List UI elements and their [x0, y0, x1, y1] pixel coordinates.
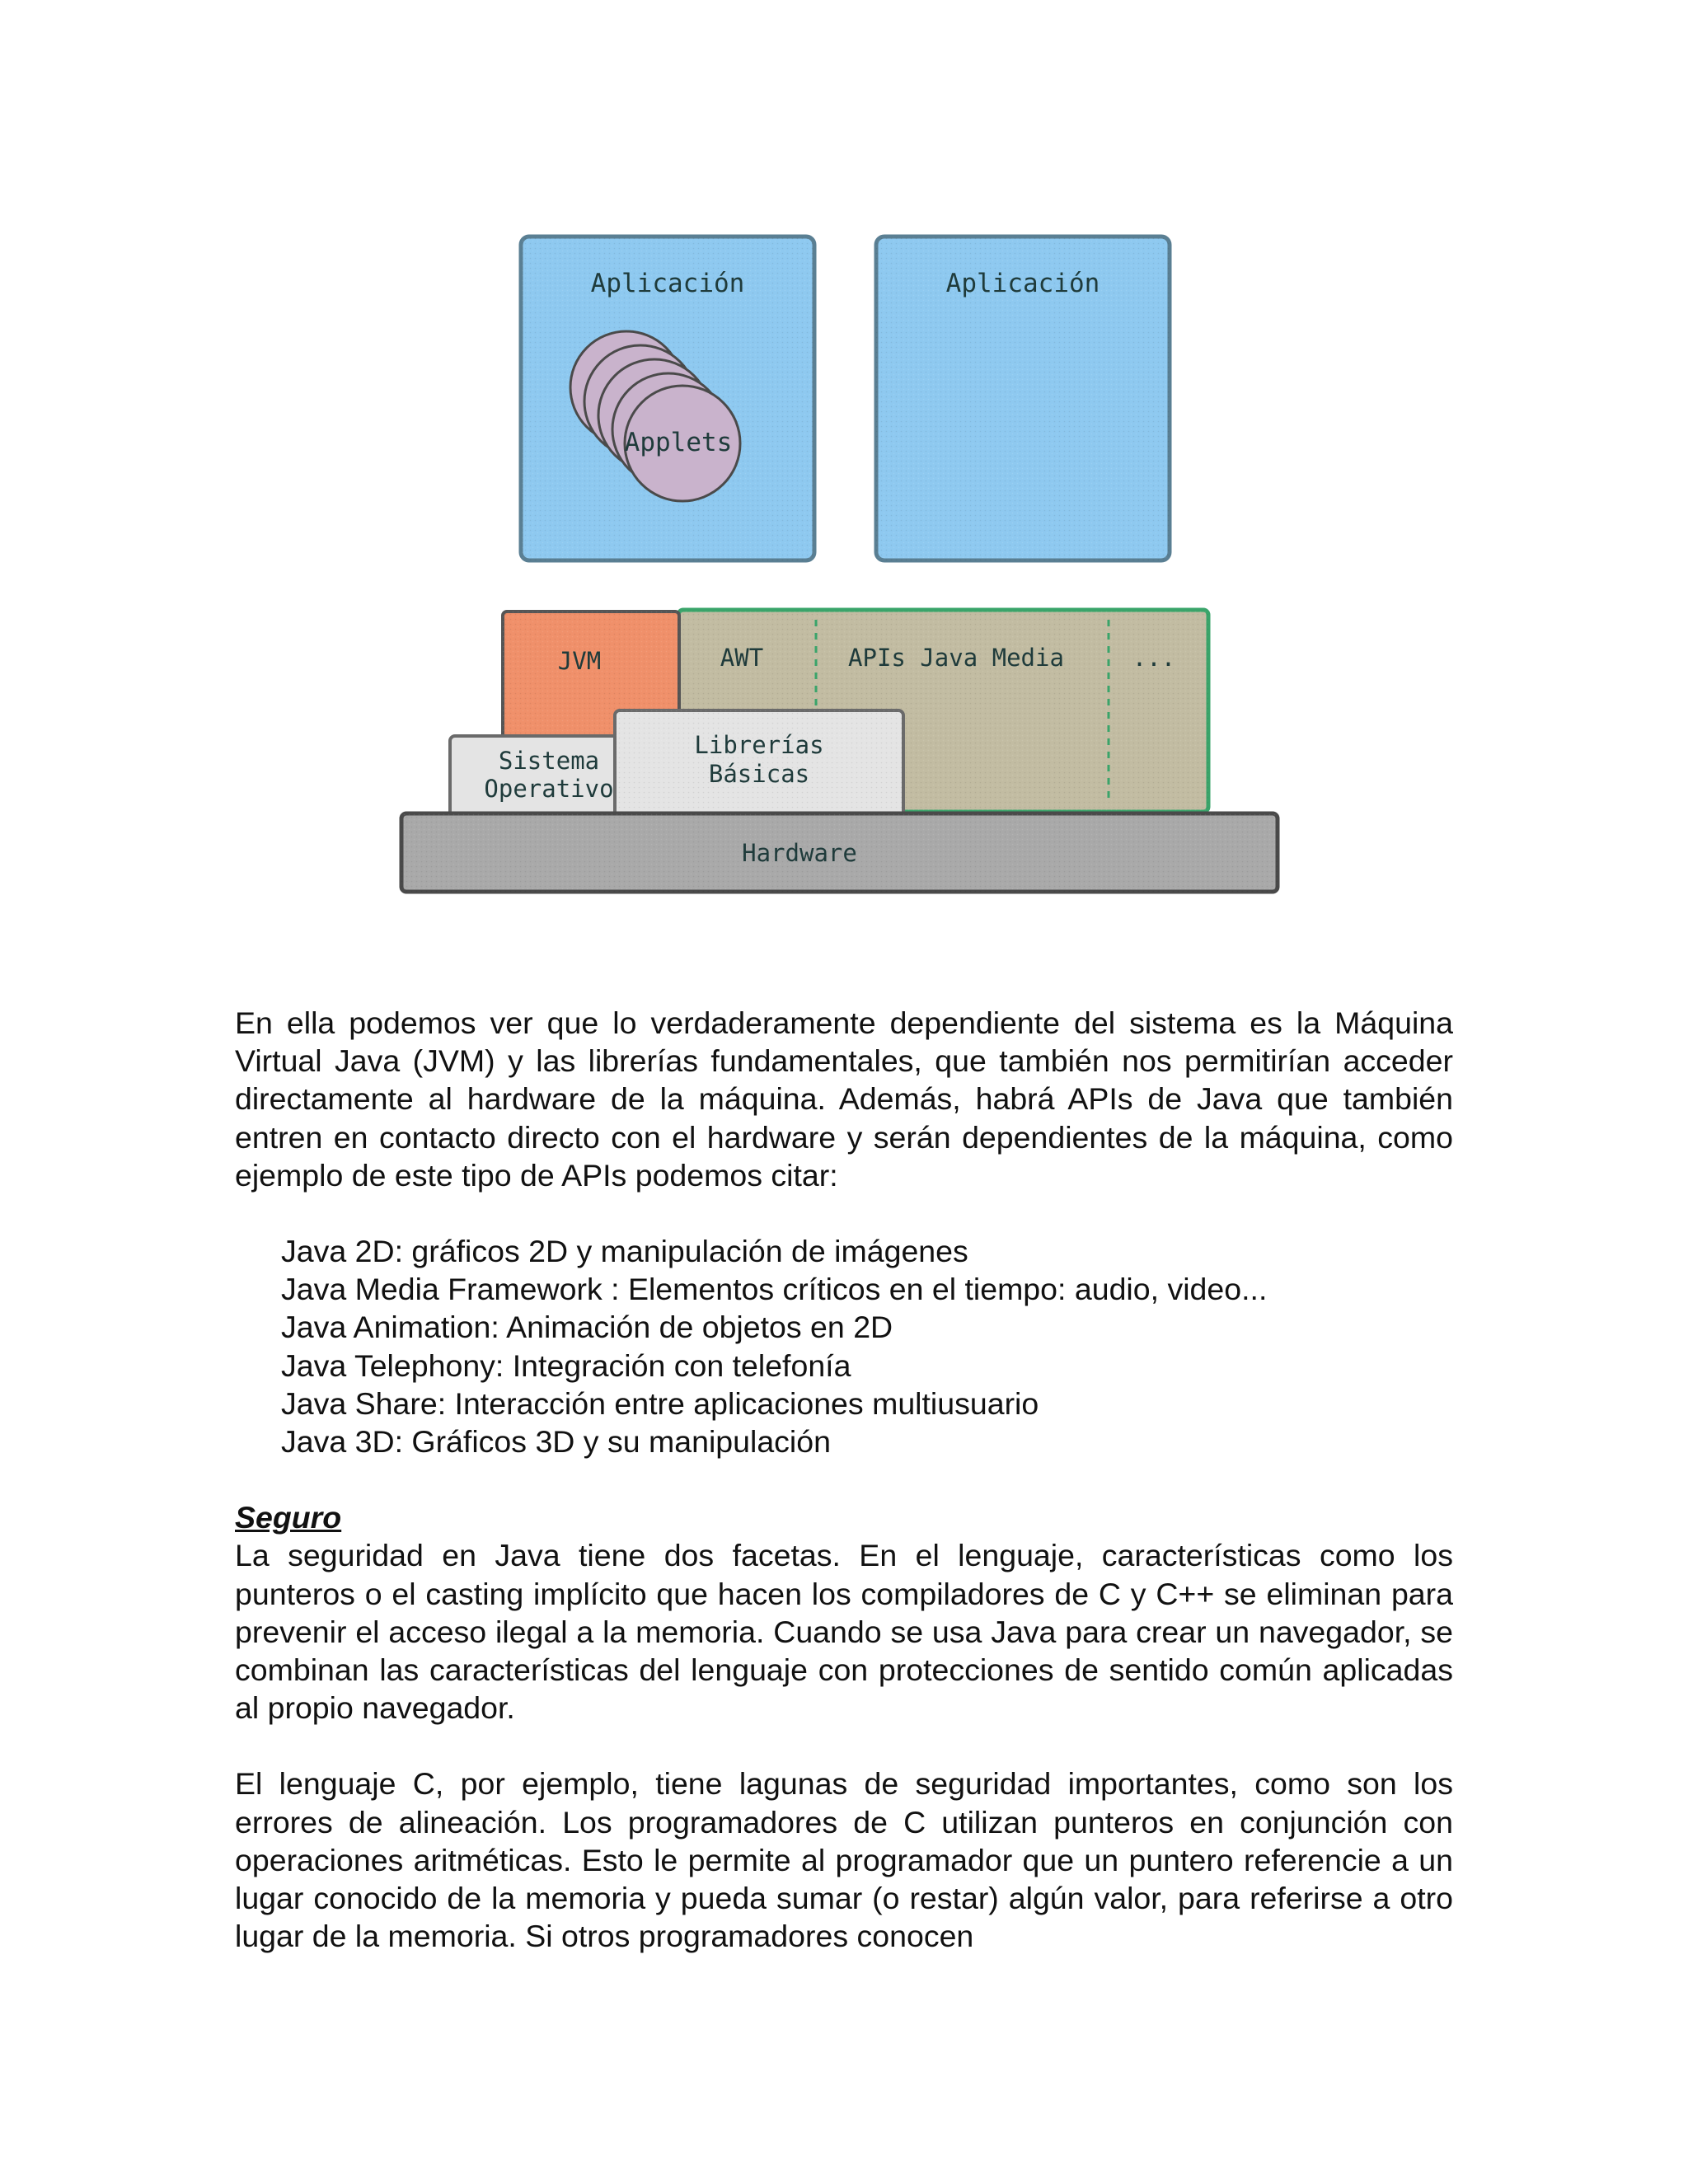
list-item: Java 3D: Gráficos 3D y su manipulación [281, 1424, 831, 1460]
intro-paragraph: En ella podemos ver que lo verdaderamente dependiente del sistema es la Máquina Virtual Java (JVM) y las librerías fundamentales, que también nos permitirían acceder directamente al hardware de la máquina. Además, habrá APIs de Java que también entren en contacto directo con el hardware y serán dependientes de la máquina, como ejemplo de este tipo de APIs podemos citar: [235, 1005, 1453, 1193]
list-item: Java Media Framework : Elementos críticos en el tiempo: audio, video... [281, 1272, 1268, 1307]
diagram-svg [0, 0, 1688, 923]
more-apis-label: ... [1132, 644, 1176, 672]
hardware-bar [401, 813, 1278, 892]
operating-system-label-line1: Sistema [498, 747, 600, 775]
basic-libraries-label-line2: Básicas [708, 760, 810, 788]
awt-label: AWT [720, 644, 764, 672]
list-item: Java Share: Interacción entre aplicaciones multiusuario [281, 1385, 1039, 1421]
java-architecture-diagram [0, 0, 1688, 923]
hardware-label: Hardware [742, 839, 857, 867]
java-apis-list [235, 1232, 1453, 1460]
basic-libraries-box [615, 710, 903, 823]
application-box-right [876, 237, 1170, 560]
list-item: Java Telephony: Integración con telefonía [281, 1347, 851, 1383]
list-item: Java Animation: Animación de objetos en 2D [281, 1310, 893, 1345]
application-left-label: Aplicación [590, 269, 745, 298]
security-paragraph-2: El lenguaje C, por ejemplo, tiene lagunas de seguridad importantes, como son los errores de alineación. Los programadores de C utilizan punteros en conjunción con operaciones aritméticas. Esto le permite al programador que un puntero referencie a un lugar conocido de la memoria y pueda sumar (o restar) algún valor, para referirse a otro lugar de la memoria. Si otros programadores conocen [235, 1766, 1453, 1954]
jvm-label: JVM [557, 647, 602, 675]
section-heading-seguro: Seguro [235, 1500, 342, 1535]
application-right-label: Aplicación [945, 269, 1100, 298]
apis-java-media-label: APIs Java Media [848, 644, 1064, 672]
document-body [235, 1004, 1453, 1955]
security-paragraph-1: La seguridad en Java tiene dos facetas. En el lenguaje, características como los punteros o el casting implícito que hacen los compiladores de C y C++ se eliminan para prevenir el acceso ilegal a la memoria. Cuando se usa Java para crear un navegador, se combinan las características del lenguaje con protecciones de sentido común aplicadas al propio navegador. [235, 1538, 1453, 1726]
basic-libraries-label-line1: Librerías [694, 731, 824, 759]
operating-system-label-line2: Operativo [484, 775, 614, 803]
list-item: Java 2D: gráficos 2D y manipulación de imágenes [281, 1234, 968, 1269]
applets-label: Applets [624, 428, 733, 457]
